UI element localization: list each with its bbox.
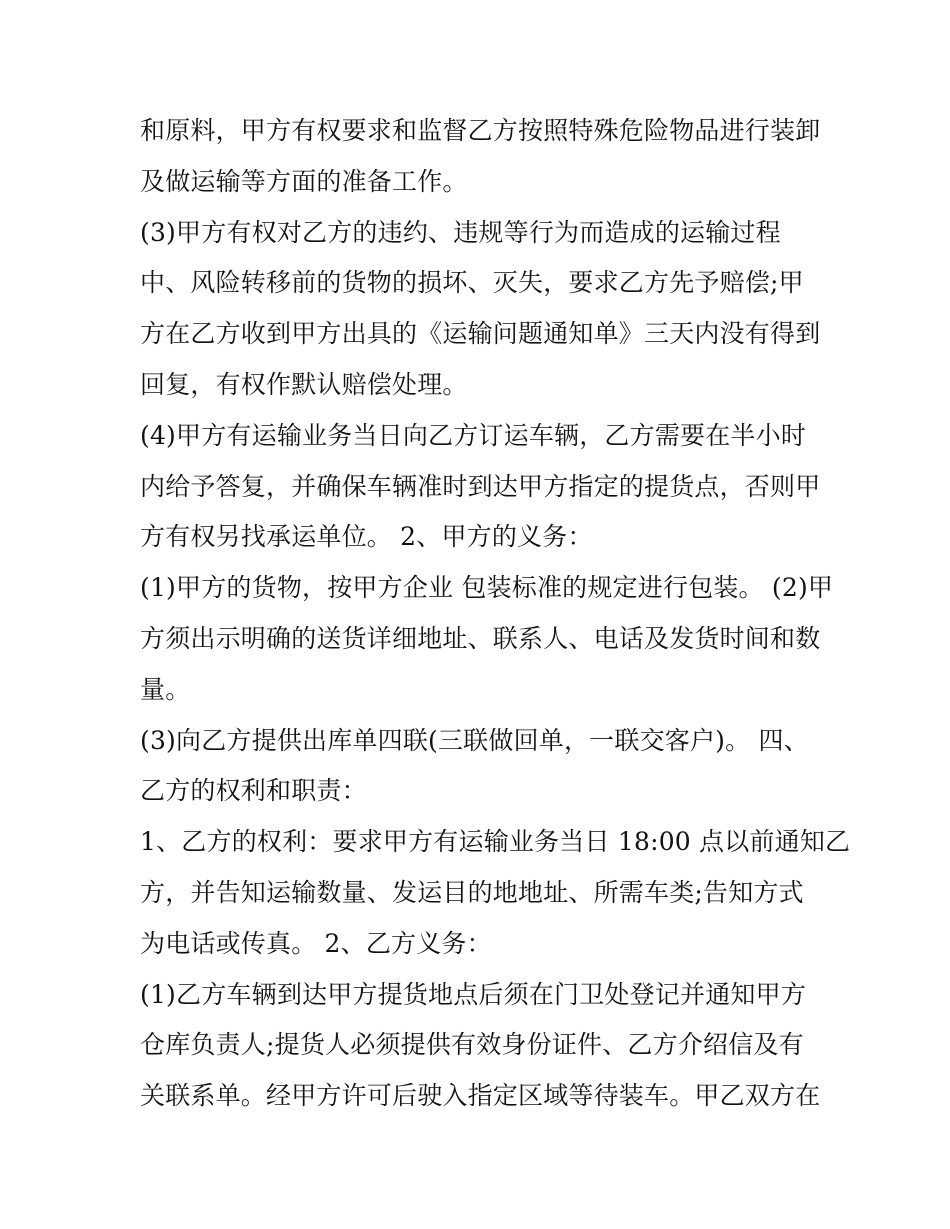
contract-text-body (140, 106, 851, 1122)
text-line: 1、乙方的权利：要求甲方有运输业务当日 18:00 点以前通知乙 (140, 827, 851, 857)
text-line: 及做运输等方面的准备工作。 (140, 166, 468, 196)
text-line: (1)乙方车辆到达甲方提货地点后须在门卫处登记并通知甲方 (140, 979, 807, 1009)
text-line: 内给予答复，并确保车辆准时到达甲方指定的提货点，否则甲 (140, 471, 821, 501)
text-line: (4)甲方有运输业务当日向乙方订运车辆，乙方需要在半小时 (140, 420, 807, 450)
text-line: 关联系单。经甲方许可后驶入指定区域等待装车。甲乙双方在 (140, 1081, 821, 1111)
text-line: 方有权另找承运单位。 2、甲方的义务： (140, 522, 593, 552)
text-line: 为电话或传真。 2、乙方义务： (140, 928, 492, 958)
text-line: 量。 (140, 674, 191, 704)
text-line: 和原料，甲方有权要求和监督乙方按照特殊危险物品进行装卸 (140, 116, 821, 145)
text-line: 乙方的权利和职责： (140, 776, 367, 806)
text-line: (3)向乙方提供出库单四联(三联做回单，一联交客户)。 四、 (140, 725, 809, 755)
text-line: 方须出示明确的送货详细地址、联系人、电话及发货时间和数 (140, 623, 821, 653)
text-line: (3)甲方有权对乙方的违约、违规等行为而造成的运输过程 (140, 217, 781, 247)
text-line: 方，并告知运输数量、发运目的地地址、所需车类;告知方式 (140, 877, 804, 907)
text-line: (1)甲方的货物，按甲方企业 包装标准的规定进行包装。 (2)甲 (140, 573, 834, 603)
text-line: 回复，有权作默认赔偿处理。 (140, 369, 468, 399)
text-line: 仓库负责人;提货人必须提供有效身份证件、乙方介绍信及有 (140, 1030, 804, 1060)
text-line: 中、风险转移前的货物的损坏、灭失，要求乙方先予赔偿;甲 (140, 268, 804, 298)
text-line: 方在乙方收到甲方出具的《运输问题通知单》三天内没有得到 (140, 319, 821, 349)
